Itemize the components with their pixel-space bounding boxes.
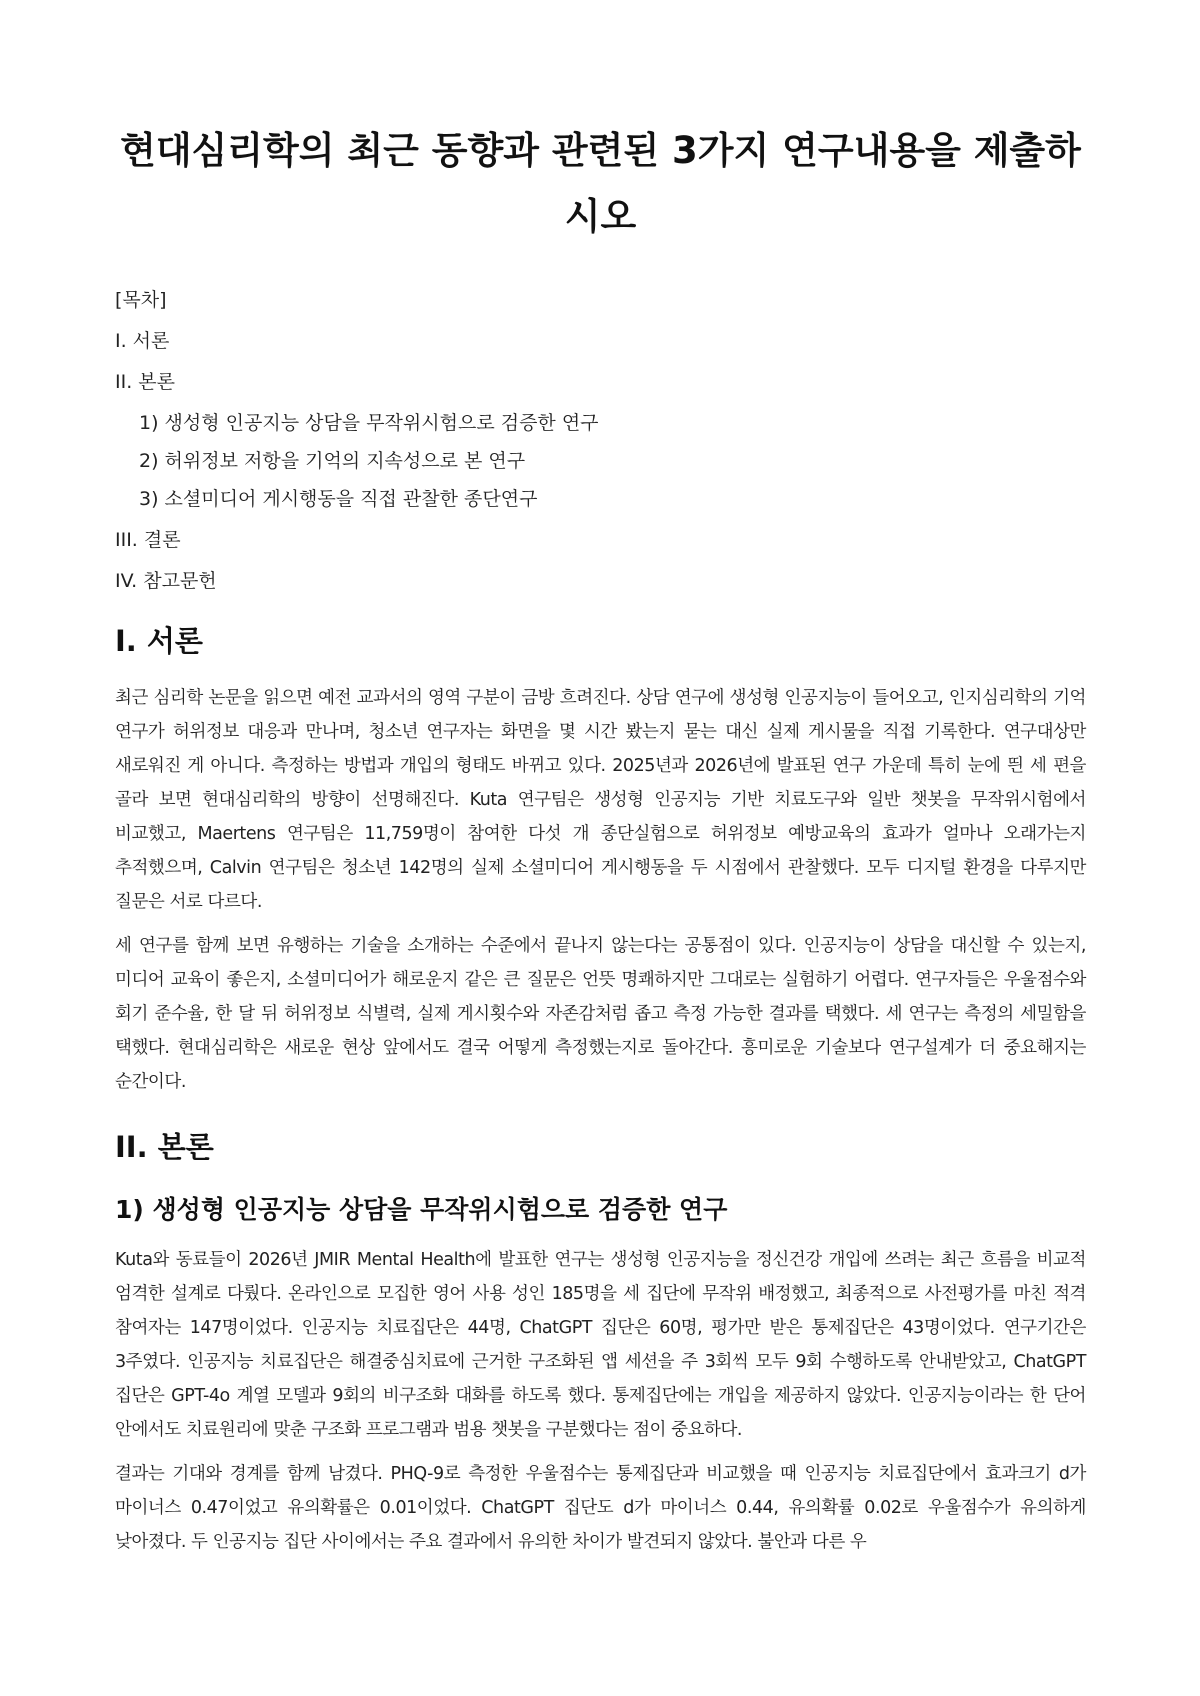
study-1-paragraph: 결과는 기대와 경계를 함께 남겼다. PHQ-9로 측정한 우울점수는 통제집단과 비교했을 때 인공지능 치료집단에서 효과크기 d가 마이너스 0.47이었고 유의확률은 0.01이었다. ChatGPT 집단도 d가 마이너스 0.44, 유의확률 0.02로 우울점수가 유의하게 낮아졌다. 두 인공지능 집단 사이에서는 주요 결과에서 유의한 차이가 발견되지 않았다. 불안과 다른 우: [115, 1464, 1086, 1552]
intro-paragraph: 세 연구를 함께 보면 유행하는 기술을 소개하는 수준에서 끝나지 않는다는 공통점이 있다. 인공지능이 상담을 대신할 수 있는지, 미디어 교육이 좋은지, 소셜미디어가 해로운지 같은 큰 질문은 언뜻 명쾌하지만 그대로는 실험하기 어렵다. 연구자들은 우울점수와 회기 준수율, 한 달 뒤 허위정보 식별력, 실제 게시횟수와 자존감처럼 좁고 측정 가능한 결과를 택했다. 세 연구는 측정의 세밀함을 택했다. 현대심리학은 새로운 현상 앞에서도 결국 어떻게 측정했는지로 돌아간다. 흥미로운 기술보다 연구설계가 더 중요해지는 순간이다.: [115, 936, 1086, 1092]
document-title: 현대심리학의 최근 동향과 관련된 3가지 연구내용을 제출하시오: [120, 129, 1081, 238]
section-heading-body: II. 본론: [115, 1130, 214, 1164]
toc-item-study-1: 1) 생성형 인공지능 상담을 무작위시험으로 검증한 연구: [139, 412, 599, 434]
toc-item-conclusion: III. 결론: [115, 529, 181, 551]
section-heading-intro: I. 서론: [115, 624, 203, 658]
table-of-contents: [115, 288, 1086, 593]
subsection-heading-study-1: 1) 생성형 인공지능 상담을 무작위시험으로 검증한 연구: [115, 1195, 728, 1224]
toc-item-body: II. 본론: [115, 371, 175, 393]
study-1-paragraph: Kuta와 동료들이 2026년 JMIR Mental Health에 발표한 연구는 생성형 인공지능을 정신건강 개입에 쓰려는 최근 흐름을 비교적 엄격한 설계로 다뤘다. 온라인으로 모집한 영어 사용 성인 185명을 세 집단에 무작위 배정했고, 최종적으로 사전평가를 마친 적격 참여자는 147명이었다. 인공지능 치료집단은 44명, ChatGPT 집단은 60명, 평가만 받은 통제집단은 43명이었다. 연구기간은 3주였다. 인공지능 치료집단은 해결중심치료에 근거한 구조화된 앱 세션을 주 3회씩 모두 9회 수행하도록 안내받았고, ChatGPT 집단은 GPT-4o 계열 모델과 9회의 비구조화 대화를 하도록 했다. 통제집단에는 개입을 제공하지 않았다. 인공지능이라는 한 단어 안에서도 치료원리에 맞춘 구조화 프로그램과 범용 챗봇을 구분했다는 점이 중요하다.: [115, 1250, 1086, 1440]
toc-item-references: IV. 참고문헌: [115, 570, 217, 592]
toc-item-study-3: 3) 소셜미디어 게시행동을 직접 관찰한 종단연구: [139, 488, 538, 510]
toc-item-intro: I. 서론: [115, 330, 170, 352]
toc-heading: [목차]: [115, 289, 167, 311]
intro-paragraph: 최근 심리학 논문을 읽으면 예전 교과서의 영역 구분이 금방 흐려진다. 상담 연구에 생성형 인공지능이 들어오고, 인지심리학의 기억 연구가 허위정보 대응과 만나며, 청소년 연구자는 화면을 몇 시간 봤는지 묻는 대신 실제 게시물을 직접 기록한다. 연구대상만 새로워진 게 아니다. 측정하는 방법과 개입의 형태도 바뀌고 있다. 2025년과 2026년에 발표된 연구 가운데 특히 눈에 띈 세 편을 골라 보면 현대심리학의 방향이 선명해진다. Kuta 연구팀은 생성형 인공지능 기반 치료도구와 일반 챗봇을 무작위시험에서 비교했고, Maertens 연구팀은 11,759명이 참여한 다섯 개 종단실험으로 허위정보 예방교육의 효과가 얼마나 오래가는지 추적했으며, Calvin 연구팀은 청소년 142명의 실제 소셜미디어 게시행동을 두 시점에서 관찰했다. 모두 디지털 환경을 다루지만 질문은 서로 다르다.: [115, 688, 1086, 912]
toc-item-study-2: 2) 허위정보 저항을 기억의 지속성으로 본 연구: [139, 450, 526, 472]
